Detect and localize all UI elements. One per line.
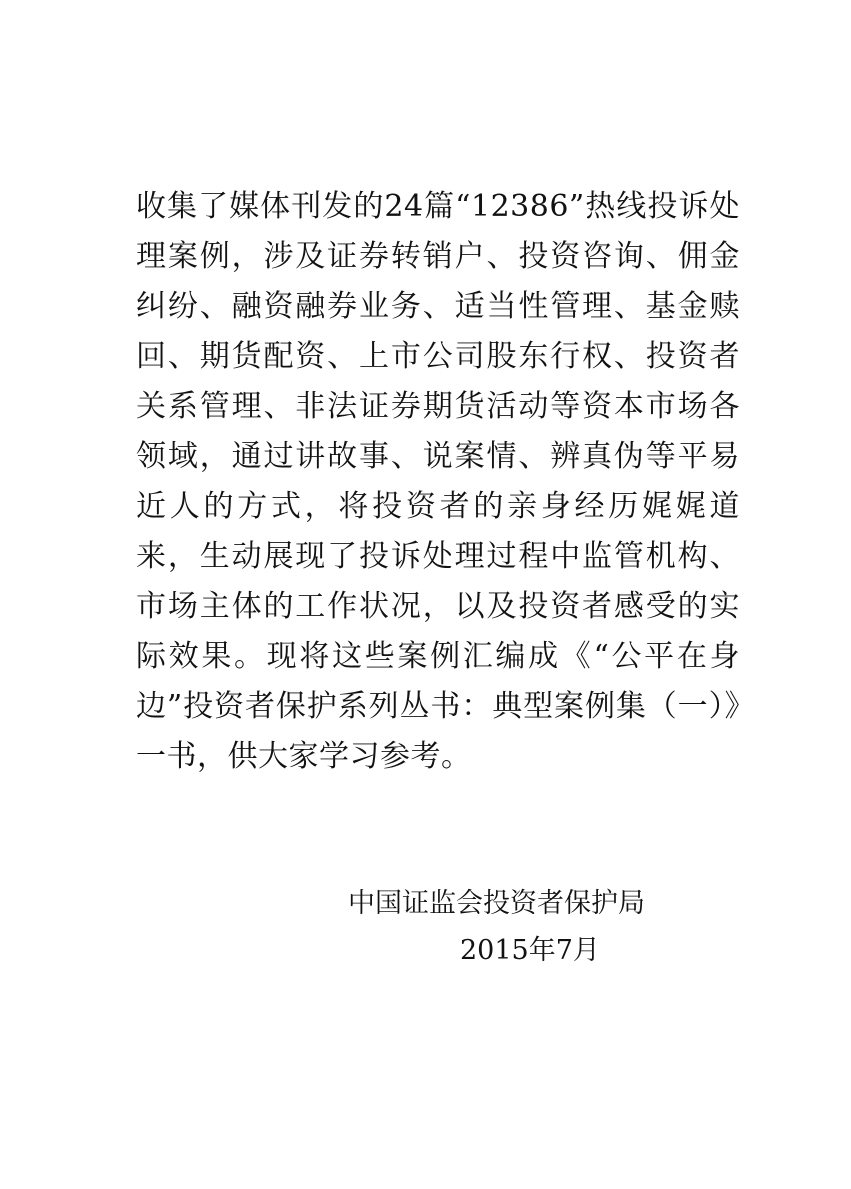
body-paragraph-block [136,152,740,812]
signature-organization: 中国证监会投资者保护局 [348,888,645,919]
body-paragraph: 收集了媒体刊发的24篇“12386”热线投诉处理案例，涉及证券转销户、投资咨询、佣金纠纷、融资融券业务、适当性管理、基金赎回、期货配资、上市公司股东行权、投资者关系管理、非法证券期货活动等资本市场各领域，通过讲故事、说案情、辨真伪等平易近人的方式，将投资者的亲身经历娓娓道来，生动展现了投诉处理过程中监管机构、市场主体的工作状况，以及投资者感受的实际效果。现将这些案例汇编成《“公平在身边”投资者保护系列丛书：典型案例集（一）》一书，供大家学习参考。 [136,189,740,774]
signature-block [136,880,740,974]
signature-date: 2015年7月 [460,935,600,966]
